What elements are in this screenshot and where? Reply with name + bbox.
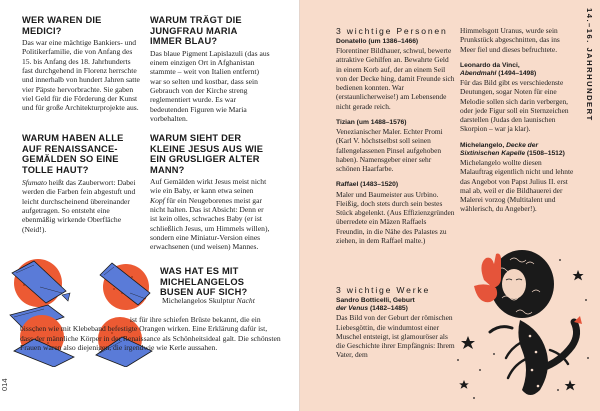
breasts-heading-block (160, 266, 278, 298)
venus-title: Sandro Botticelli, Geburt der Venus (1482–1485) (336, 297, 415, 313)
skin-heading: WARUM HABEN ALLE AUF RENAISSANCE-GEMÄLDEN SO EINE TOLLE HAUT? (22, 133, 124, 175)
medici-text: Das war eine mächtige Bankiers- und Politikerfamilie, die von Anfang des 15. bis Anfang des 18. Jahrhunderts fast durchgehend in Florenz herrschte und innerhalb von hundert Jahren satte vier Päpste hervorbrachte. Sie gaben viel Geld für die Förderung der Kunst und für große Architekturprojekte aus. (22, 38, 140, 113)
scorpion-body (518, 320, 548, 395)
sixtinische-title: Michelangelo, Decke der Sixtinischen Kapelle (1508–1512) (460, 141, 565, 157)
abendmahl-text: Für das Bild gibt es verschiedenste Deutungen, sogar Noten für eine Melodie sollen sich darin verbergen, oder jede Figur soll ein Sternzeichen darstellen (Judas den launischen Skorpion – war ja klar). (460, 78, 569, 134)
works-continued (460, 26, 575, 214)
venus-text-continued: Himmelsgott Uranus, wurde sein Prunkstück abgeschnitten, das ins Meer fiel und dieses befruchtete. (460, 26, 560, 54)
donatello-title: Donatello (um 1386–1466) (336, 38, 419, 45)
donatello-text: Florentiner Bildhauer, schwul, bewerte attraktive Gehilfen an. Bewahrte Geld in einem Korb auf, der an einem Seil von der Decke hing, damit Freunde sich bedienen konnten. War (erstaunlicherweise!) am Lebensende nicht gerade reich. (336, 46, 455, 111)
scorpion-man-illustration (450, 240, 595, 405)
medici-section (22, 15, 140, 113)
jesus-heading: WARUM SIEHT DER KLEINE JESUS AUS WIE EIN GRUSLIGER ALTER MANN? (150, 133, 264, 175)
jesus-text: Auf Gemälden wirkt Jesus meist nicht wie ein Baby, er kann etwa seinen Kopf für ein Neugeborenes meist gar nicht halten. Das ist Absicht: Denn er ist kein olles, schwaches Baby (er ist schließlich Jesus, um Himmels willen), sondern eine Miniatur-Version eines erwachsenen (und weisen) Mannes. (150, 177, 270, 252)
abendmahl-title: Leonardo da Vinci, Abendmahl (1494–1498) (460, 61, 537, 77)
nacht-term: Nacht (236, 296, 255, 305)
raffael-title: Raffael (1483–1520) (336, 181, 399, 189)
mary-text: Das blaue Pigment Lapislazuli (das aus einem einzigen Ort in Afghanistan stammte – weit von Italien entfernt) war so selten und kostbar, dass sein Gebrauch von der Kirche streng reglementiert wurde. Es war bedeutenden Figuren wie Maria vorbehalten. (150, 48, 270, 123)
raised-hand (481, 254, 501, 289)
skin-text-body: heißt das Zauberwort: Dabei werden die Farben fein abgestuft und leicht durchscheinend übereinander aufgetragen. So entsteht eine ebenmäßig wirkende Oberfläche (Neid!). (22, 178, 136, 234)
mary-section (150, 15, 270, 123)
persons-heading: 3 wichtige Personen (336, 26, 448, 36)
raffael-text: Maler und Baumeister aus Urbino. Fleißig, doch stets durch sein bestes Stück abgelenkt. (Aus Effizienzgründen überredete ein Mäzen Raffaels Freundin, in die Nähe des Palastes zu ziehen, in dem Raffael malte.) (336, 189, 455, 245)
sfumato-term: Sfumato (22, 178, 47, 187)
face-shape (502, 269, 526, 299)
works-section (336, 285, 456, 360)
skin-text (22, 178, 140, 234)
persons-section (336, 26, 456, 245)
tizian-text: Venezianischer Maler. Echter Promi (Karl V. höchstselbst soll seinen fallengelassenen Pinsel aufgehoben haben). Namensgeber einer sehr schönen Haarfarbe. (336, 127, 443, 174)
tizian-title: Tizian (um 1488–1576) (336, 118, 407, 126)
chapter-tab: 14.–16. JAHRHUNDERT (585, 8, 594, 122)
page-number: 014 (0, 378, 9, 391)
jesus-section (150, 133, 270, 252)
skin-section (22, 133, 140, 234)
sixtinische-text: Michelangelo wollte diesen Malauftrag eigentlich nicht und lehnte das Angebot von Papst Julius II. erst mal ab, weil er die Bildhauerei der Malerei vorzog (Multitalent und wählerisch, du Angeber!). (460, 158, 574, 214)
mary-heading: WARUM TRÄGT DIE JUNGFRAU MARIA IMMER BLAU? (150, 15, 242, 46)
venus-text: Das Bild von der Geburt der römischen Liebesgöttin, die windumtost einer Muschel entsteigt, ist glamouröser als die Geschichte ihrer Empfängnis: Ihrem Vater, dem (336, 313, 455, 360)
breasts-text: ist für ihre schiefen Brüste bekannt, die ein bisschen wie mit Klebeband befestigte Orangen wirken. Eine Erklärung dafür ist, dass der männliche Körper in der Renaissance als Schönheitsideal galt. Die schönsten Frauen waren also diejenigen, die irgendwie wie Kerle aussahen. (20, 315, 281, 353)
medici-heading: WER WAREN DIE MEDICI? (22, 15, 102, 36)
works-heading: 3 wichtige Werke (336, 285, 431, 295)
kopf-term: Kopf (150, 195, 165, 205)
breasts-text-intro: Michelangelos Skulptur Nacht (162, 296, 255, 305)
right-page (300, 0, 600, 411)
breasts-heading: WAS HAT ES MIT MICHELANGELOS BUSEN AUF SICH? (160, 266, 248, 297)
